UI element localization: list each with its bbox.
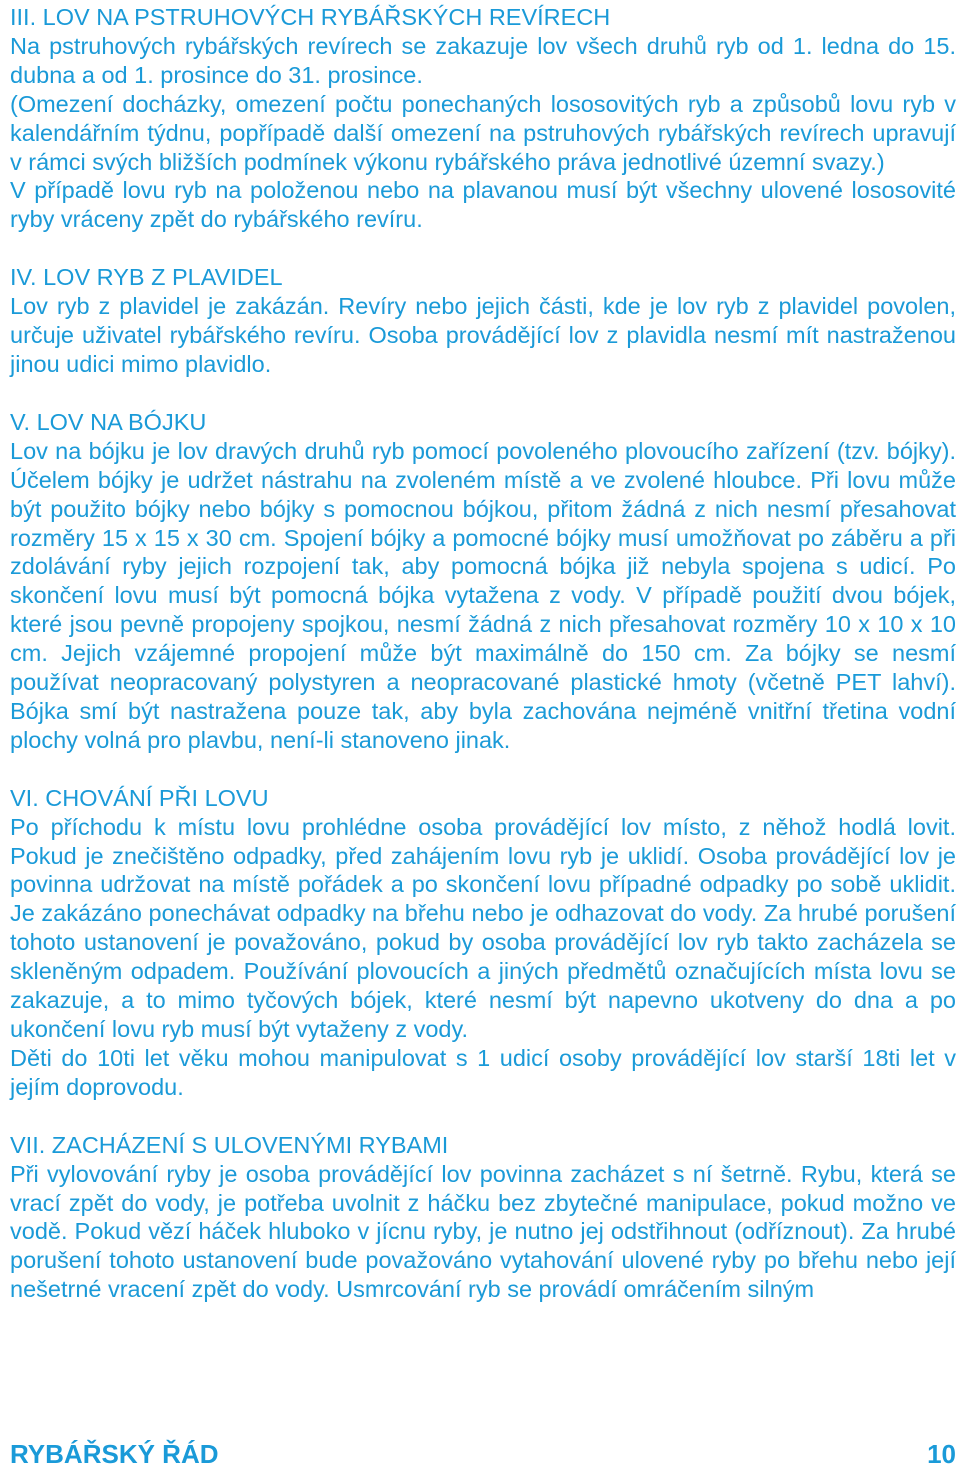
section-4-heading: IV. LOV RYB Z PLAVIDEL: [10, 264, 283, 291]
section-5-paragraph-1: Lov na bójku je lov dravých druhů ryb pomocí povoleného plovoucího zařízení (tzv. bójky). Účelem bójky je udržet nástrahu na zvoleném místě a ve zvolené hloubce. Při lovu může být použito bójky nebo bójky s pomocnou bójkou, přitom žádná z nich nesmí přesahovat rozměry 15 x 15 x 30 cm. Spojení bójky a pomocné bójky musí umožňovat po záběru a při zdolávání ryby jejich rozpojení tak, aby pomocná bójka již nebyla spojena s udicí. Po skončení lovu musí být pomocná bójka vytažena z vody. V případě použití dvou bójek, které jsou pevně propojeny spojkou, nesmí žádná z nich přesahovat rozměry 10 x 10 x 10 cm. Jejich vzájemné propojení může být maximálně do 150 cm. Za bójky se nesmí používat neopracovaný polystyren a neopracované plastické hmoty (včetně PET lahví). Bójka smí být nastražena pouze tak, aby byla zachována nejméně vnitřní třetina vodní plochy volná pro plavbu, není-li stanoveno jinak.: [10, 437, 956, 753]
section-6-paragraph-1: Po příchodu k místu lovu prohlédne osoba provádějící lov místo, z něhož hodlá lovit. Pokud je znečištěno odpadky, před zahájením lovu ryb je uklidí. Osoba provádějící lov je povinna udržovat na místě pořádek a po skončení lovu případné odpadky po sobě uklidit. Je zakázáno ponechávat odpadky na břehu nebo je odhazovat do vody. Za hrubé porušení tohoto ustanovení je považováno, pokud by osoba provádějící lov ryb takto zacházela se skleněným odpadem. Používání plovoucích a jiných předmětů označujících místa lovu se zakazuje, a to mimo tyčových bójek, které nesmí být napevno ukotveny do dna a po ukončení lovu ryb musí být vytaženy z vody.: [10, 813, 956, 1042]
document-page: [10, 3, 956, 1304]
section-7: [10, 1131, 956, 1304]
section-3-paragraph-3: V případě lovu ryb na položenou nebo na plavanou musí být všechny ulovené lososovité ryby vráceny zpět do rybářského revíru.: [10, 177, 956, 233]
section-5-heading: V. LOV NA BÓJKU: [10, 408, 207, 435]
section-3-paragraph-2: (Omezení docházky, omezení počtu ponechaných lososovitých ryb a způsobů lovu ryb v kalendářním týdnu, popřípadě další omezení na pstruhových rybářských revírech upravují v rámci svých bližších podmínek výkonu rybářského práva jednotlivé územní svazy.): [10, 90, 956, 175]
section-6-heading: VI. CHOVÁNÍ PŘI LOVU: [10, 784, 269, 811]
section-3-paragraph-1: Na pstruhových rybářských revírech se zakazuje lov všech druhů ryb od 1. ledna do 15. dubna a od 1. prosince do 31. prosince.: [10, 32, 956, 88]
section-7-heading: VII. ZACHÁZENÍ S ULOVENÝMI RYBAMI: [10, 1131, 449, 1158]
section-4-paragraph-1: Lov ryb z plavidel je zakázán. Revíry nebo jejich části, kde je lov ryb z plavidel povolen, určuje uživatel rybářského revíru. Osoba provádějící lov z plavidla nesmí mít nastraženou jinou udici mimo plavidlo.: [10, 293, 956, 377]
section-3-heading: III. LOV NA PSTRUHOVÝCH RYBÁŘSKÝCH REVÍRECH: [10, 4, 611, 30]
section-3: [10, 3, 956, 234]
section-6: [10, 784, 956, 1102]
page-number: 10: [927, 1439, 956, 1469]
section-6-paragraph-2: Děti do 10ti let věku mohou manipulovat s 1 udicí osoby provádějící lov starší 18ti let v jejím doprovodu.: [10, 1044, 956, 1100]
section-7-paragraph-1: Při vylovování ryby je osoba provádějící lov povinna zacházet s ní šetrně. Rybu, která se vrací zpět do vody, je potřeba uvolnit z háčku bez zbytečné manipulace, pokud možno ve vodě. Pokud vězí háček hluboko v jícnu ryby, je nutno jej odstřihnout (odříznout). Za hrubé porušení tohoto ustanovení bude považováno vytahování ulovené ryby po břehu nebo její nešetrné vracení zpět do vody. Usmrcování ryb se provádí omráčením silným: [10, 1160, 956, 1303]
section-4: [10, 263, 956, 379]
footer-title: RYBÁŘSKÝ ŘÁD: [10, 1439, 219, 1469]
page-footer: [10, 1438, 956, 1470]
section-5: [10, 408, 956, 755]
